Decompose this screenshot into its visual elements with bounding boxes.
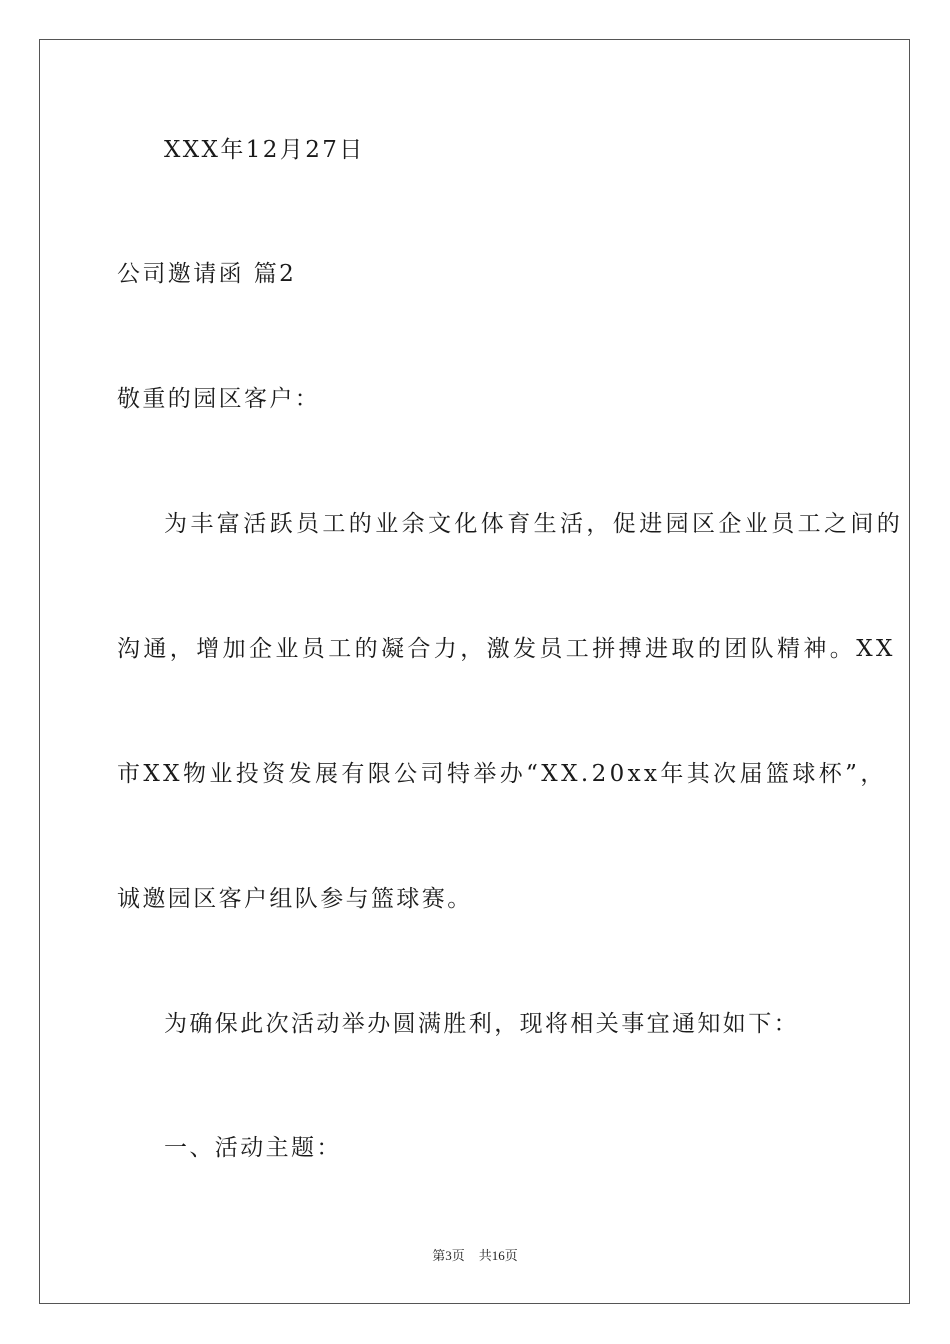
paragraph1-line4: 诚邀园区客户组队参与篮球赛。 — [117, 886, 473, 912]
section-title: 公司邀请函 篇2 — [117, 261, 297, 287]
paragraph1-line2: 沟通，增加企业员工的凝合力，激发员工拼搏进取的团队精神。XX — [117, 636, 896, 662]
paragraph2: 为确保此次活动举办圆满胜利，现将相关事宜通知如下： — [164, 1011, 799, 1037]
salutation: 敬重的园区客户： — [117, 386, 321, 412]
page-total: 共16页 — [478, 1248, 518, 1263]
paragraph1-line1: 为丰富活跃员工的业余文化体育生活，促进园区企业员工之间的 — [164, 511, 904, 537]
page-footer — [0, 1248, 950, 1264]
heading-activity-theme: 一、活动主题： — [164, 1135, 342, 1161]
page-number: 第3页 — [432, 1248, 465, 1263]
date-line: XXX年12月27日 — [164, 137, 365, 163]
paragraph1-line3: 市XX物业投资发展有限公司特举办“XX.20xx年其次届篮球杯”， — [117, 761, 887, 787]
page-border — [39, 39, 910, 1304]
